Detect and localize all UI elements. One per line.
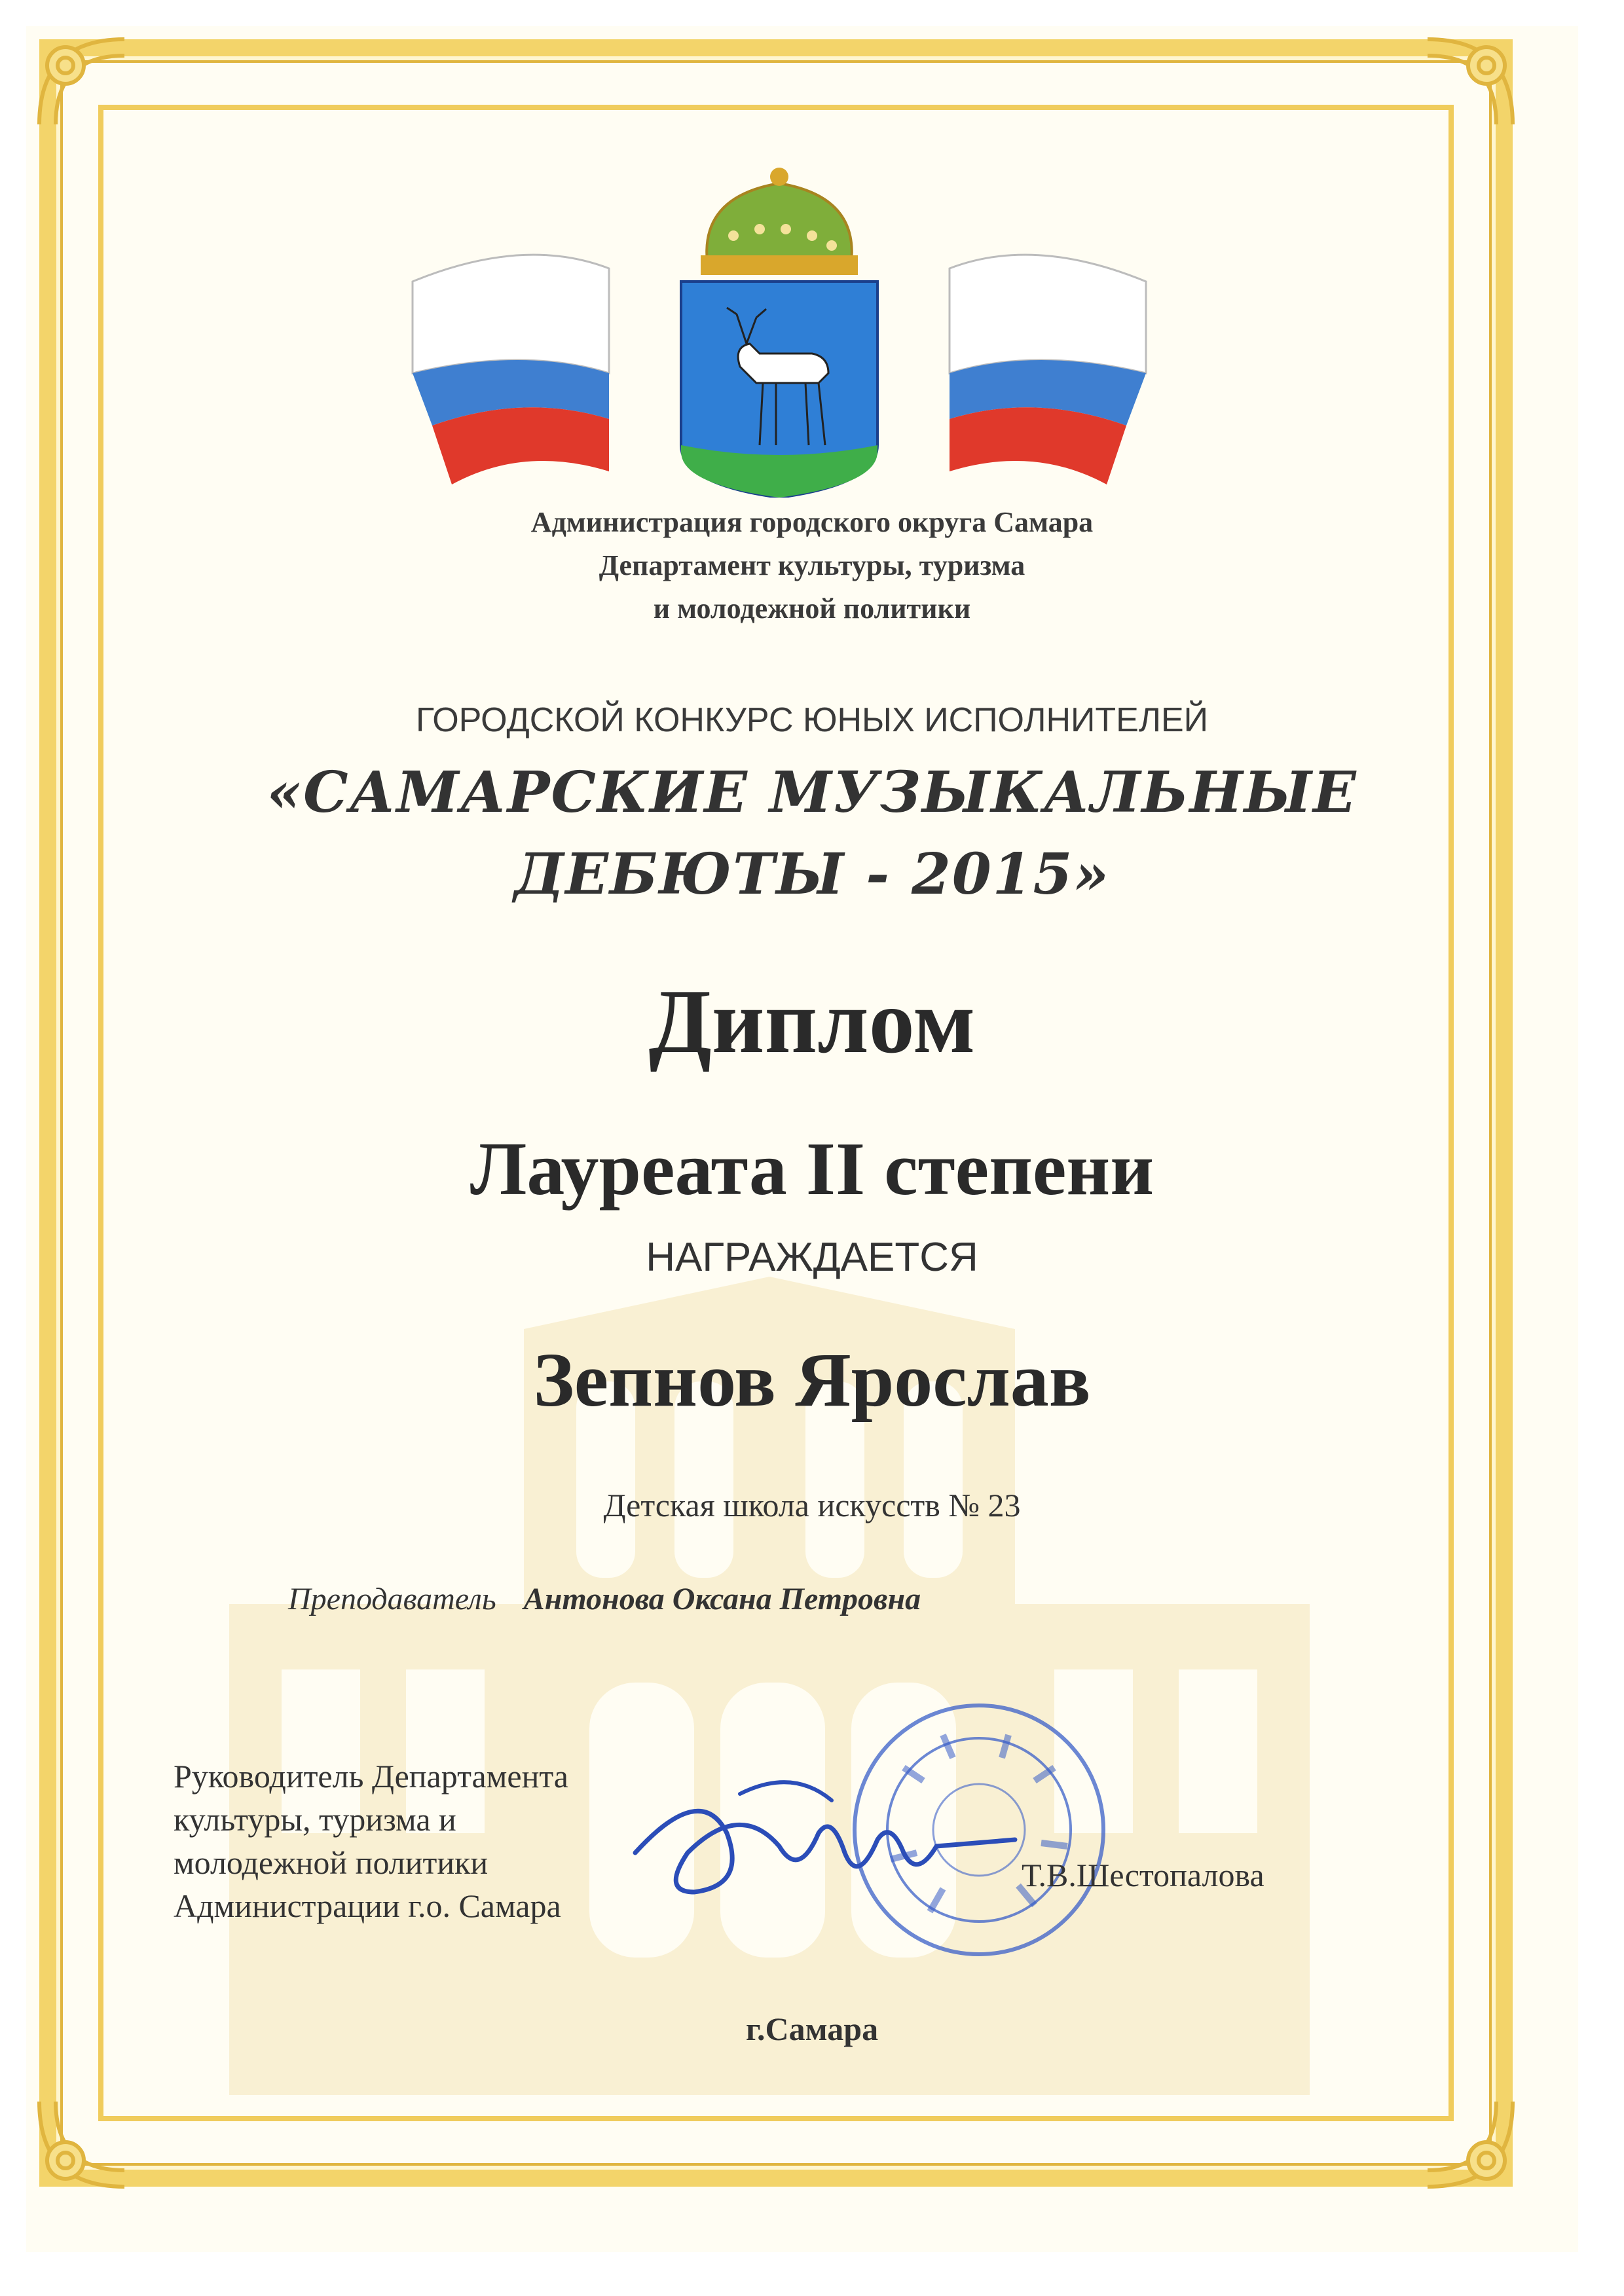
signatory-title <box>174 1755 568 1927</box>
org-line-3: и молодежной политики <box>653 592 971 625</box>
teacher-name: Антонова Оксана Петровна <box>523 1582 921 1616</box>
teacher-label: Преподаватель <box>288 1582 496 1616</box>
awarded-label: НАГРАЖДАЕТСЯ <box>646 1235 978 1280</box>
signatory-title-line-4: Администрации г.о. Самара <box>174 1887 561 1924</box>
signer-name: Т.В.Шестопалова <box>1022 1857 1264 1893</box>
crown-icon <box>701 168 858 275</box>
laureate-degree: Лауреата II степени <box>470 1127 1154 1211</box>
org-line-1: Администрация городского округа Самара <box>530 506 1094 538</box>
contest-line: ГОРОДСКОЙ КОНКУРС ЮНЫХ ИСПОЛНИТЕЛЕЙ <box>415 701 1209 739</box>
diploma-heading: Диплом <box>648 971 976 1072</box>
teacher-line <box>288 1581 921 1617</box>
recipient-name: Зепнов Ярослав <box>533 1337 1091 1423</box>
signatory-title-line-2: культуры, туризма и <box>174 1801 456 1838</box>
city-name: г.Самара <box>745 2011 879 2047</box>
school-name: Детская школа искусств № 23 <box>603 1487 1021 1523</box>
contest-title-line-1: «САМАРСКИЕ МУЗЫКАЛЬНЫЕ <box>267 759 1357 826</box>
corner-ornament-icon <box>26 26 138 137</box>
corner-ornament-icon <box>1414 2088 1526 2200</box>
signature-icon <box>622 1755 1028 1925</box>
emblem-with-flag <box>393 157 1166 498</box>
signatory-title-line-3: молодежной политики <box>174 1844 489 1881</box>
signatory-title-line-1: Руководитель Департамента <box>174 1758 568 1795</box>
samara-coat-of-arms-icon <box>681 282 877 498</box>
corner-ornament-icon <box>1414 26 1526 137</box>
contest-title-line-2: ДЕБЮТЫ - 2015» <box>513 841 1111 907</box>
org-line-2: Департамент культуры, туризма <box>599 549 1025 581</box>
corner-ornament-icon <box>26 2088 138 2200</box>
